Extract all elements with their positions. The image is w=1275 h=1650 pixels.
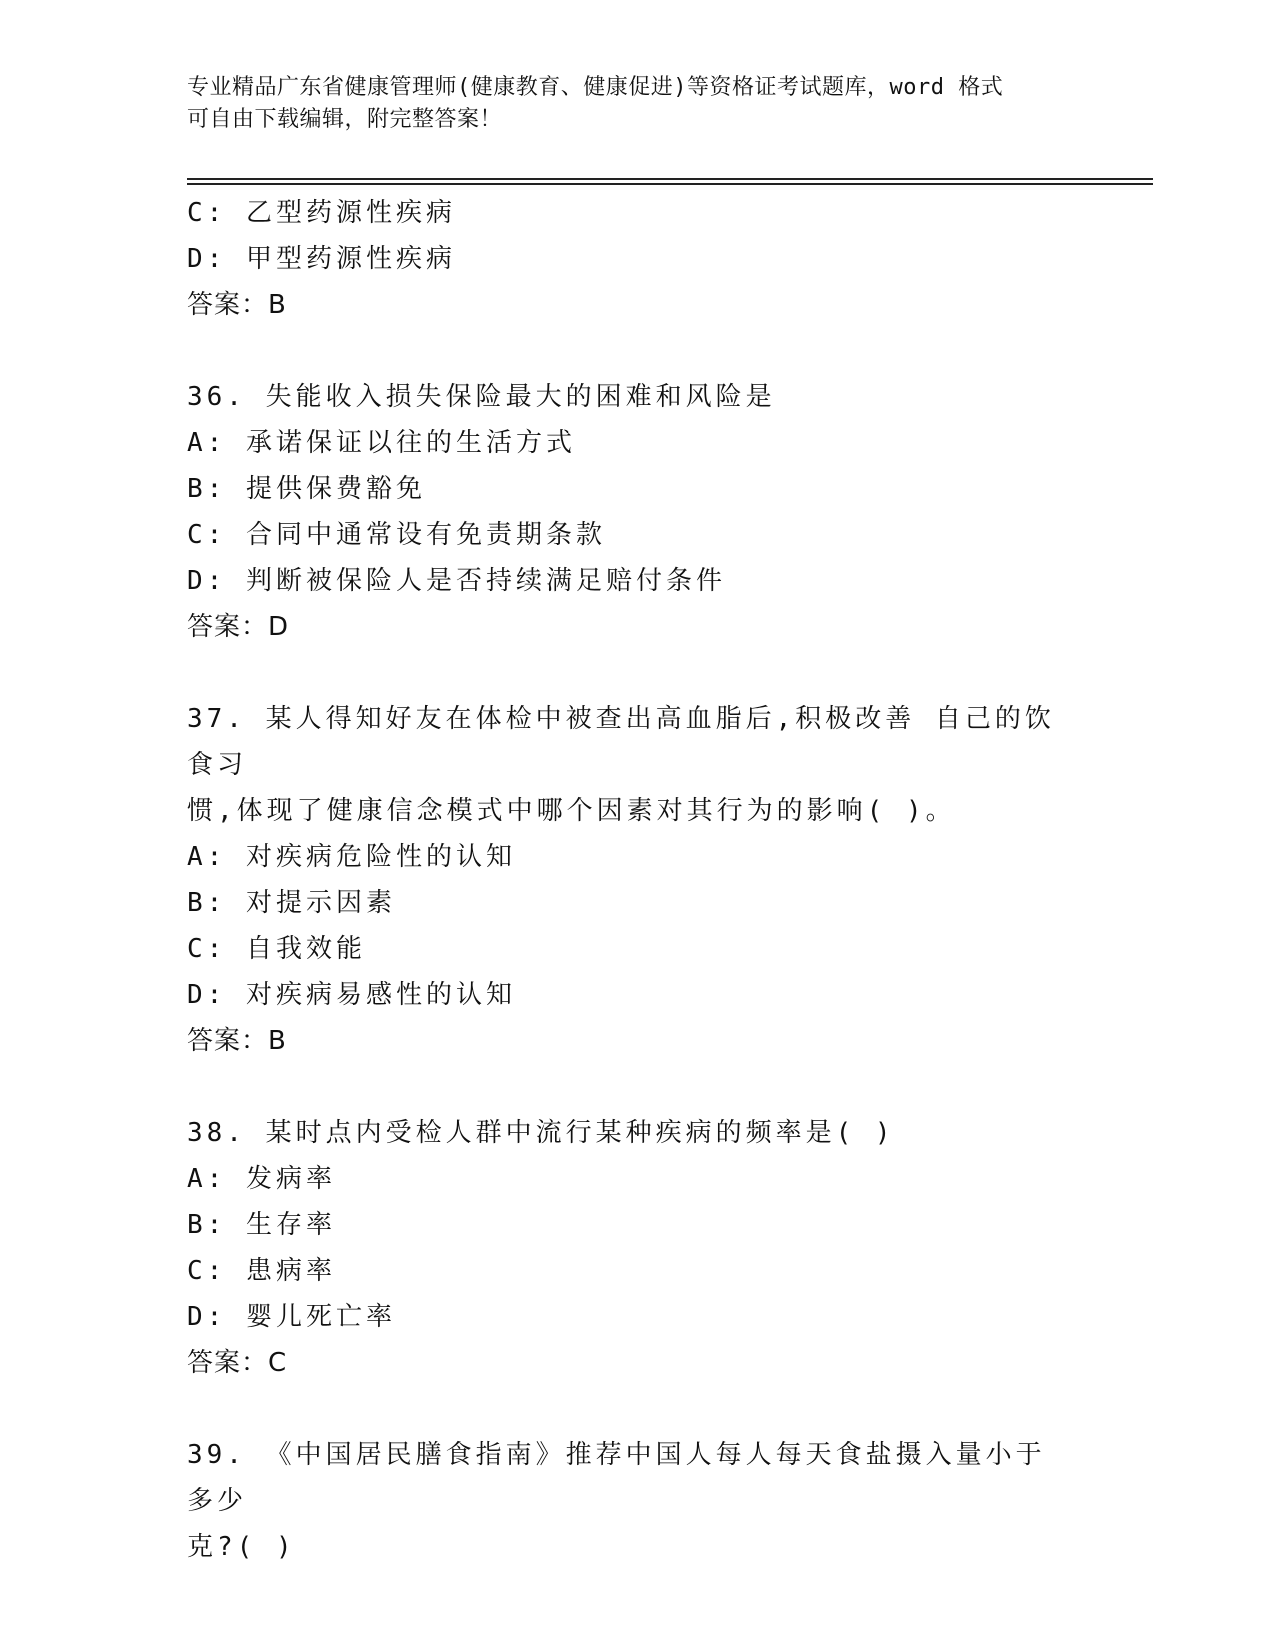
option-b: B: 对提示因素 xyxy=(187,888,396,918)
question-38 xyxy=(187,1110,1067,1386)
option-c: C: 乙型药源性疾病 xyxy=(187,198,456,228)
question-title-continued: 克?( ) xyxy=(187,1532,296,1562)
spacer xyxy=(187,1064,1067,1110)
question-fragment xyxy=(187,190,1067,328)
header-line-2: 可自由下载编辑，附完整答案！ xyxy=(187,107,503,132)
option-d: D: 对疾病易感性的认知 xyxy=(187,980,516,1010)
option-a: A: 对疾病危险性的认知 xyxy=(187,842,516,872)
option-a: A: 发病率 xyxy=(187,1164,336,1194)
option-d: D: 甲型药源性疾病 xyxy=(187,244,456,274)
question-title: 37. 某人得知好友在体检中被查出高血脂后,积极改善 自己的饮食习 xyxy=(187,704,1055,780)
question-title: 39. 《中国居民膳食指南》推荐中国人每人每天食盐摄入量小于多少 xyxy=(187,1440,1046,1516)
question-37 xyxy=(187,696,1067,1064)
option-b: B: 生存率 xyxy=(187,1210,336,1240)
option-c: C: 患病率 xyxy=(187,1256,336,1286)
option-c: C: 合同中通常设有免责期条款 xyxy=(187,520,606,550)
question-36 xyxy=(187,374,1067,650)
question-title-continued: 惯,体现了健康信念模式中哪个因素对其行为的影响( )。 xyxy=(187,796,956,826)
option-d: D: 判断被保险人是否持续满足赔付条件 xyxy=(187,566,726,596)
answer-line: 答案：D xyxy=(187,612,290,642)
header-divider-top xyxy=(187,178,1153,180)
question-title: 38. 某时点内受检人群中流行某种疾病的频率是( ) xyxy=(187,1118,895,1148)
option-d: D: 婴儿死亡率 xyxy=(187,1302,396,1332)
question-title: 36. 失能收入损失保险最大的困难和风险是 xyxy=(187,382,776,412)
option-b: B: 提供保费豁免 xyxy=(187,474,426,504)
answer-line: 答案：B xyxy=(187,290,287,320)
spacer xyxy=(187,1386,1067,1432)
answer-line: 答案：C xyxy=(187,1348,288,1378)
header-divider-bottom xyxy=(187,183,1153,185)
question-39 xyxy=(187,1432,1067,1570)
option-a: A: 承诺保证以往的生活方式 xyxy=(187,428,576,458)
spacer xyxy=(187,328,1067,374)
answer-line: 答案：B xyxy=(187,1026,287,1056)
spacer xyxy=(187,650,1067,696)
option-c: C: 自我效能 xyxy=(187,934,366,964)
question-content xyxy=(187,190,1067,1570)
header-line-1: 专业精品广东省健康管理师(健康教育、健康促进)等资格证考试题库，word 格式 xyxy=(187,75,1004,100)
document-header xyxy=(187,72,1067,136)
